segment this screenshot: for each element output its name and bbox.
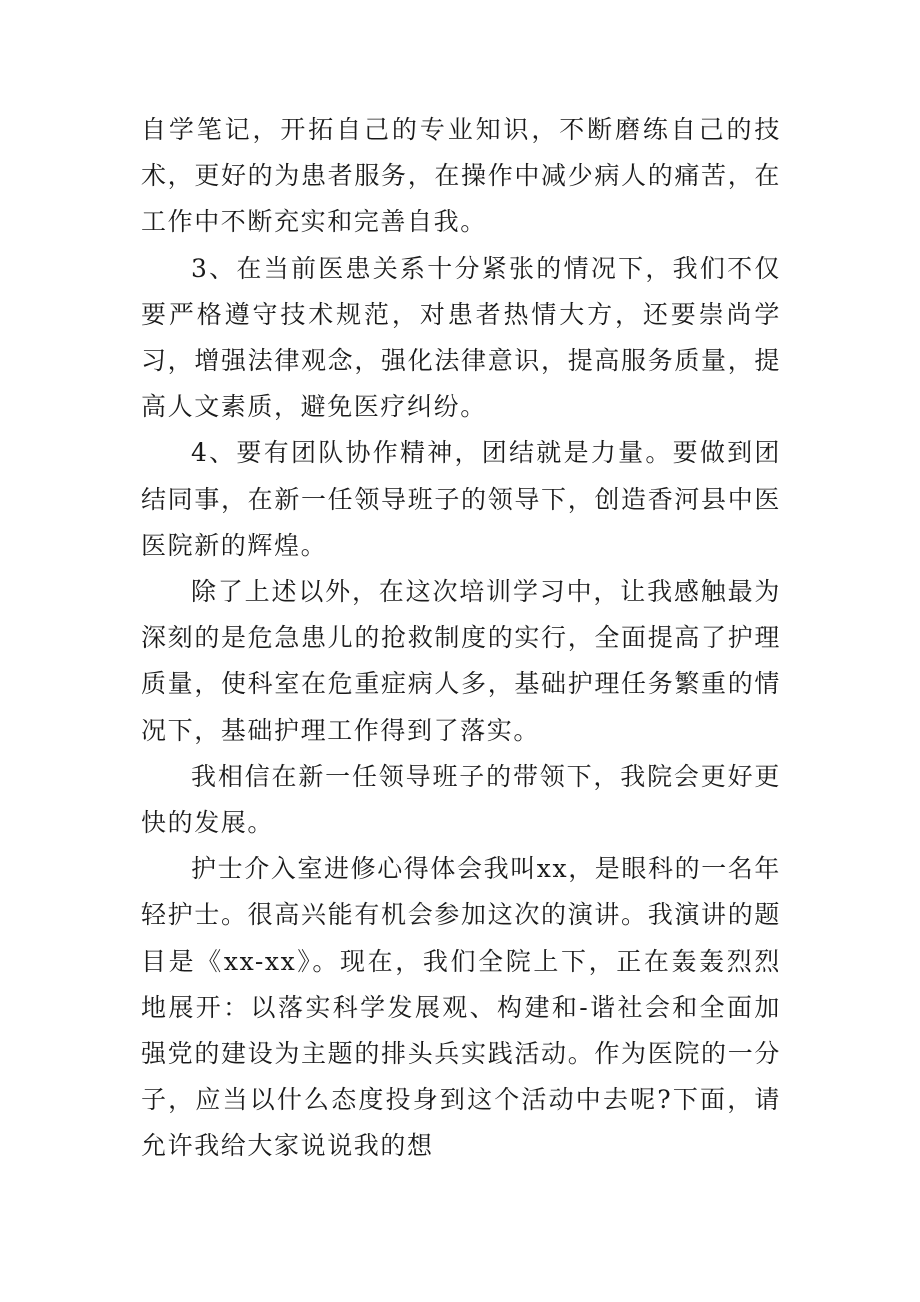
paragraph-speech-intro: 护士介入室进修心得体会我叫xx，是眼科的一名年轻护士。很高兴能有机会参加这次的演讲。我演讲的题目是《xx-xx》。现在，我们全院上下，正在轰轰烈烈地展开：以落实科学发展观、构建和-谐社会和全面加强党的建设为主题的排头兵实践活动。作为医院的一分子，应当以什么态度投身到这个活动中去呢?下面，请允许我给大家说说我的想 (141, 854, 781, 1161)
paragraph-belief: 我相信在新一任领导班子的带领下，我院会更好更快的发展。 (141, 761, 781, 838)
paragraph-item-4: 4、要有团队协作精神，团结就是力量。要做到团结同事，在新一任领导班子的领导下，创造香河县中医医院新的辉煌。 (141, 438, 781, 560)
paragraph-continuation: 自学笔记，开拓自己的专业知识，不断磨练自己的技术，更好的为患者服务，在操作中减少病人的痛苦，在工作中不断充实和完善自我。 (141, 115, 781, 237)
document-body (141, 107, 781, 1170)
paragraph-item-3: 3、在当前医患关系十分紧张的情况下，我们不仅要严格遵守技术规范，对患者热情大方，还要崇尚学习，增强法律观念，强化法律意识，提高服务质量，提高人文素质，避免医疗纠纷。 (141, 253, 781, 422)
paragraph-training-reflection: 除了上述以外，在这次培训学习中，让我感触最为深刻的是危急患儿的抢救制度的实行，全面提高了护理质量，使科室在危重症病人多，基础护理任务繁重的情况下，基础护理工作得到了落实。 (141, 577, 781, 745)
